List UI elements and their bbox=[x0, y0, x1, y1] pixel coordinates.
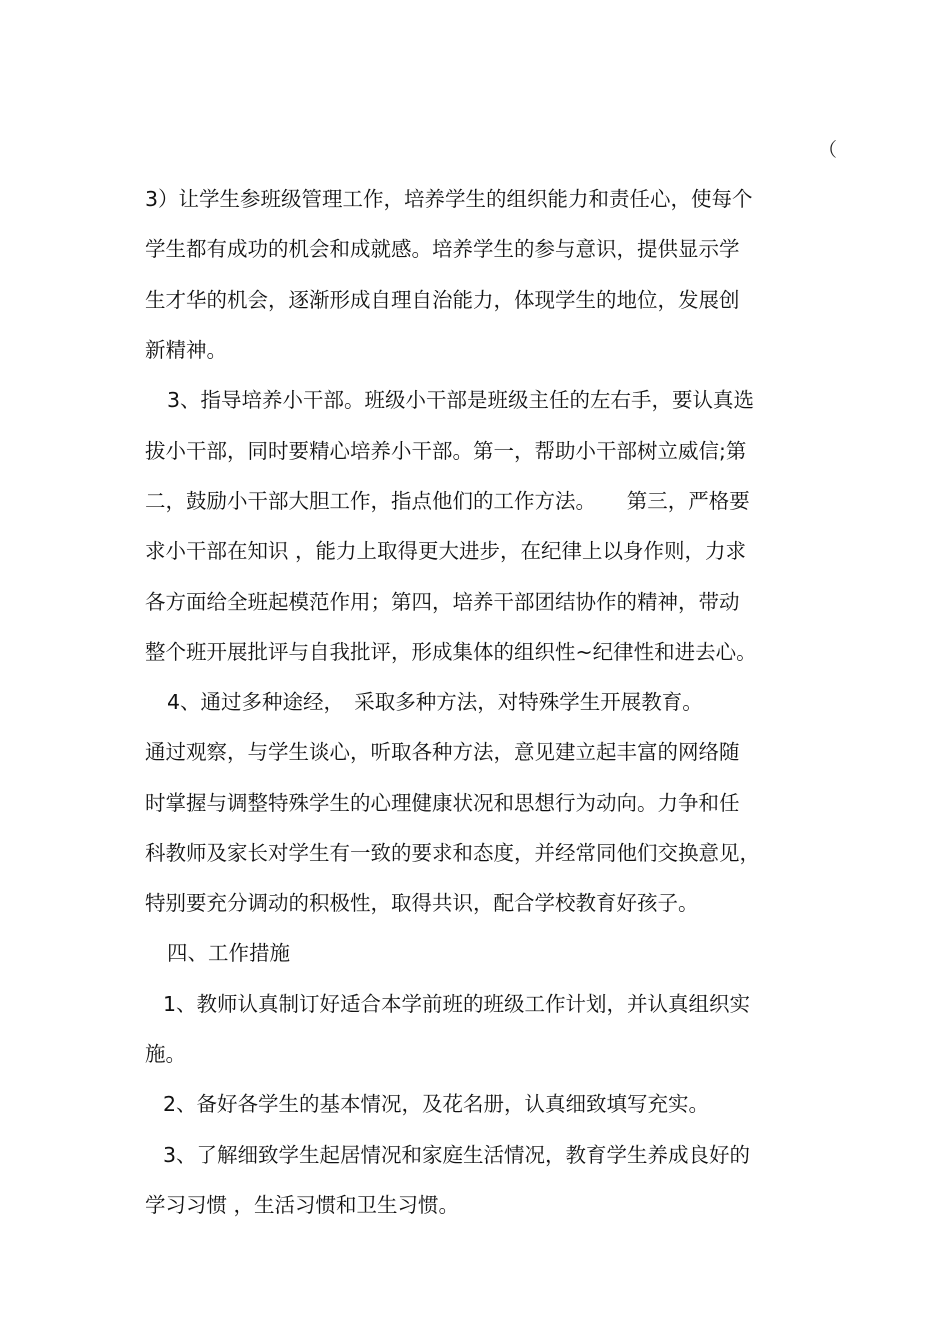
text-line: 4、通过多种途经， 采取多种方法，对特殊学生开展教育。 bbox=[167, 690, 703, 714]
text-line: 二，鼓励小干部大胆工作，指点他们的工作方法。 第三，严格要 bbox=[145, 489, 750, 513]
text-line: 3、指导培养小干部。班级小干部是班级主任的左右手，要认真选 bbox=[167, 388, 755, 412]
text-line: 3、了解细致学生起居情况和家庭生活情况，教育学生养成良好的 bbox=[163, 1143, 751, 1167]
text-line: 整个班开展批评与自我批评，形成集体的组织性~纪律性和进去心。 bbox=[145, 640, 757, 664]
text-line: 学习习惯 ，生活习惯和卫生习惯。 bbox=[145, 1193, 460, 1217]
text-line: 生才华的机会，逐渐形成自理自治能力，体现学生的地位，发展创 bbox=[145, 288, 740, 312]
section-heading: 四、工作措施 bbox=[167, 941, 290, 965]
text-line: 特别要充分调动的积极性，取得共识，配合学校教育好孩子。 bbox=[145, 891, 699, 915]
text-line: 各方面给全班起模范作用；第四，培养干部团结协作的精神，带动 bbox=[145, 590, 740, 614]
text-line: 3）让学生参班级管理工作，培养学生的组织能力和责任心，使每个 bbox=[145, 187, 753, 211]
text-line: 科教师及家长对学生有一致的要求和态度，并经常同他们交换意见， bbox=[145, 841, 760, 865]
text-line: 新精神。 bbox=[145, 338, 227, 362]
text-line: 拔小干部，同时要精心培养小干部。第一，帮助小干部树立威信;第 bbox=[145, 439, 747, 463]
text-line: 学生都有成功的机会和成就感。培养学生的参与意识，提供显示学 bbox=[145, 237, 740, 261]
text-line: 时掌握与调整特殊学生的心理健康状况和思想行为动向。力争和任 bbox=[145, 791, 740, 815]
text-line: 通过观察，与学生谈心，听取各种方法，意见建立起丰富的网络随 bbox=[145, 740, 740, 764]
text-line: 2、备好各学生的基本情况，及花名册，认真细致填写充实。 bbox=[163, 1092, 710, 1116]
text-line: 1、教师认真制订好适合本学前班的班级工作计划，并认真组织实 bbox=[163, 992, 751, 1016]
text-line: 求小干部在知识 ，能力上取得更大进步，在纪律上以身作则，力求 bbox=[145, 539, 747, 563]
text-line: 施。 bbox=[145, 1042, 186, 1066]
corner-mark: （ bbox=[818, 139, 838, 161]
